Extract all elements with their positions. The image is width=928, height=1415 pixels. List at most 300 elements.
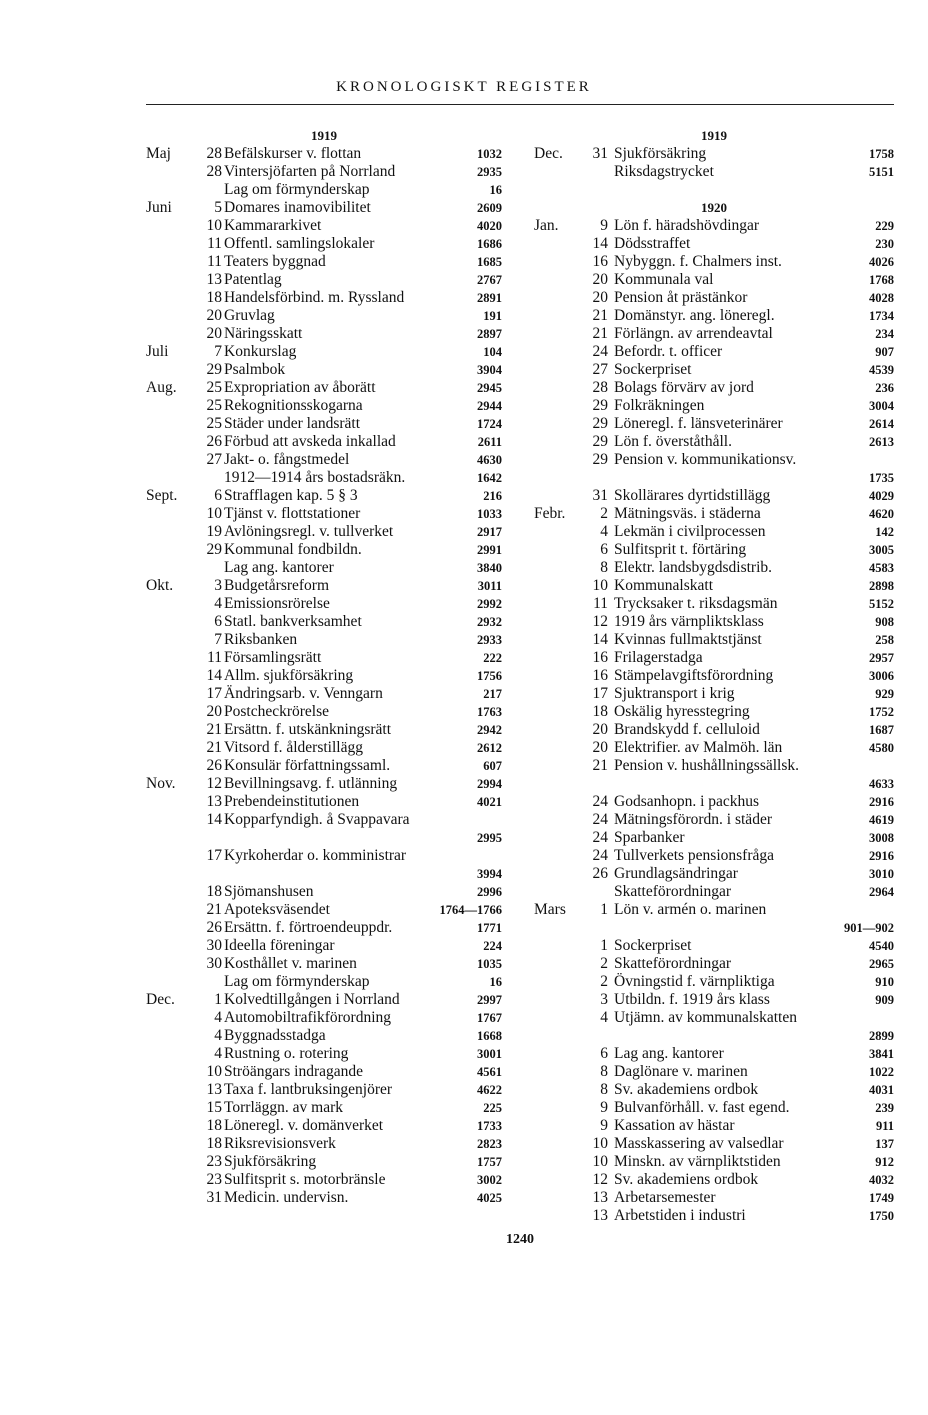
entry-day: 8 xyxy=(600,1081,608,1098)
register-entry xyxy=(146,199,502,217)
register-entry xyxy=(146,343,502,361)
register-entry xyxy=(534,847,894,865)
register-entry xyxy=(146,559,502,577)
entry-day: 2 xyxy=(600,955,608,972)
entry-title: Befälskurser v. flottan xyxy=(224,145,362,162)
entry-title: Församlingsrätt xyxy=(224,649,322,666)
entry-title: Taxa f. lantbruksingenjörer xyxy=(224,1081,393,1098)
register-entry xyxy=(146,793,502,811)
entry-day: 8 xyxy=(600,1063,608,1080)
register-entry xyxy=(146,217,502,235)
entry-title: Jakt- o. fångstmedel xyxy=(224,451,350,468)
entry-page-ref: 1642 xyxy=(477,471,502,485)
entry-page-ref: 4619 xyxy=(869,813,894,827)
entry-title: Nybyggn. f. Chalmers inst. xyxy=(614,253,782,270)
entry-title: Domares inamovibilitet xyxy=(224,199,371,216)
entry-page-ref: 191 xyxy=(483,309,502,323)
entry-page-ref: 1757 xyxy=(477,1155,502,1169)
register-entry xyxy=(534,379,894,397)
entry-page-ref: 2995 xyxy=(477,831,502,845)
entry-page-ref: 5151 xyxy=(869,165,894,179)
entry-page-ref: 4539 xyxy=(869,363,894,377)
entry-page-ref: 1035 xyxy=(477,957,502,971)
register-entry xyxy=(534,937,894,955)
entry-page-ref: 224 xyxy=(483,939,502,953)
entry-title: Kommunala val xyxy=(614,271,714,288)
entry-month: Juli xyxy=(146,343,169,360)
entry-page-ref: 3904 xyxy=(477,363,502,377)
entry-page-ref: 4020 xyxy=(477,219,502,233)
entry-title: Pension v. hushållningssällsk. xyxy=(614,757,800,774)
register-entry xyxy=(534,451,894,469)
register-entry xyxy=(146,1099,502,1117)
entry-page-ref: 3005 xyxy=(869,543,894,557)
entry-day: 14 xyxy=(206,667,222,684)
entry-title: Psalmbok xyxy=(224,361,286,378)
entry-title: Grundlagsändringar xyxy=(614,865,738,882)
entry-page-ref: 2992 xyxy=(477,597,502,611)
entry-month: Okt. xyxy=(146,577,174,594)
entry-day: 17 xyxy=(206,847,222,864)
page-header: KRONOLOGISKT REGISTER xyxy=(336,79,592,95)
entry-day: 14 xyxy=(206,811,222,828)
entry-page-ref: 2991 xyxy=(477,543,502,557)
register-entry xyxy=(146,397,502,415)
year-heading: 1919 xyxy=(701,128,727,143)
entry-title: Skatteförordningar xyxy=(614,883,732,900)
entry-title: Ersättn. f. förtroendeuppdr. xyxy=(224,919,393,936)
register-entry xyxy=(146,433,502,451)
entry-page-ref: 2609 xyxy=(477,201,502,215)
register-entry xyxy=(534,955,894,973)
entry-month: Sept. xyxy=(146,487,178,504)
register-entry xyxy=(146,811,502,829)
entry-page-ref: 16 xyxy=(489,183,502,197)
entry-page-ref: 2767 xyxy=(477,273,502,287)
entry-day: 20 xyxy=(592,721,608,738)
entry-title: Rustning o. rotering xyxy=(224,1045,349,1062)
entry-page-ref: 1687 xyxy=(869,723,894,737)
register-entry xyxy=(534,883,894,901)
entry-page-ref: 2965 xyxy=(869,957,894,971)
register-entry xyxy=(534,469,894,487)
entry-title: Löneregl. v. domänverket xyxy=(224,1117,384,1134)
entry-day: 29 xyxy=(592,433,608,450)
register-entry xyxy=(146,757,502,775)
entry-title: Tullverkets pensionsfråga xyxy=(614,847,775,864)
entry-day: 9 xyxy=(600,1099,608,1116)
entry-day: 25 xyxy=(206,379,222,396)
entry-page-ref: 1668 xyxy=(477,1029,502,1043)
entry-title: Sv. akademiens ordbok xyxy=(614,1171,759,1188)
entry-month: Aug. xyxy=(146,379,177,396)
register-entry xyxy=(534,1135,894,1153)
register-entry xyxy=(146,1081,502,1099)
entry-day: 20 xyxy=(206,307,222,324)
entry-page-ref: 4583 xyxy=(869,561,894,575)
entry-title: Teaters byggnad xyxy=(224,253,326,270)
register-entry xyxy=(534,739,894,757)
register-entry xyxy=(534,631,894,649)
register-entry xyxy=(534,397,894,415)
entry-title: Sjömanshusen xyxy=(224,883,314,900)
entry-day: 24 xyxy=(592,811,608,828)
entry-page-ref: 910 xyxy=(875,975,894,989)
entry-page-ref: 1764—1766 xyxy=(439,903,502,917)
entry-title: Gruvlag xyxy=(224,307,275,324)
entry-day: 14 xyxy=(592,631,608,648)
entry-page-ref: 1733 xyxy=(477,1119,502,1133)
register-entry xyxy=(146,1063,502,1081)
entry-page-ref: 2957 xyxy=(869,651,894,665)
entry-title: Expropriation av åborätt xyxy=(224,379,376,396)
entry-day: 7 xyxy=(214,343,222,360)
entry-day: 28 xyxy=(206,145,222,162)
entry-title: Apoteksväsendet xyxy=(224,901,330,918)
entry-title: Frilagerstadga xyxy=(614,649,703,666)
entry-page-ref: 2899 xyxy=(869,1029,894,1043)
entry-page-ref: 1752 xyxy=(869,705,894,719)
entry-title: Pension åt prästänkor xyxy=(614,289,748,306)
register-entry xyxy=(534,487,894,505)
entry-title: Lekmän i civilprocessen xyxy=(614,523,766,540)
register-entry xyxy=(534,505,894,523)
register-entry xyxy=(146,325,502,343)
entry-page-ref: 909 xyxy=(875,993,894,1007)
register-entry xyxy=(146,451,502,469)
entry-title: Utbildn. f. 1919 års klass xyxy=(614,991,770,1008)
register-entry xyxy=(146,271,502,289)
entry-month: Juni xyxy=(146,199,172,216)
register-entry xyxy=(534,1189,894,1207)
entry-page-ref: 1763 xyxy=(477,705,502,719)
entry-title: Löneregl. f. länsveterinärer xyxy=(614,415,783,432)
entry-day: 30 xyxy=(206,955,222,972)
entry-day: 20 xyxy=(592,289,608,306)
entry-page-ref: 2964 xyxy=(869,885,894,899)
entry-day: 16 xyxy=(592,253,608,270)
entry-day: 7 xyxy=(214,631,222,648)
entry-day: 24 xyxy=(592,343,608,360)
entry-title: Masskassering av valsedlar xyxy=(614,1135,784,1152)
entry-page-ref: 2933 xyxy=(477,633,502,647)
entry-page-ref: 3002 xyxy=(477,1173,502,1187)
register-entry xyxy=(534,613,894,631)
entry-day: 31 xyxy=(206,1189,222,1206)
entry-page-ref: 2944 xyxy=(477,399,502,413)
register-entry xyxy=(534,325,894,343)
entry-title: Folkräkningen xyxy=(614,397,705,414)
entry-month: Dec. xyxy=(534,145,563,162)
entry-page-ref: 2612 xyxy=(477,741,502,755)
entry-page-ref: 5152 xyxy=(869,597,894,611)
register-entry xyxy=(146,487,502,505)
entry-title: Sparbanker xyxy=(614,829,685,846)
entry-page-ref: 4026 xyxy=(869,255,894,269)
entry-title: Oskälig hyresstegring xyxy=(614,703,750,720)
entry-title: Kvinnas fullmaktstjänst xyxy=(614,631,762,648)
entry-page-ref: 4630 xyxy=(477,453,502,467)
entry-day: 26 xyxy=(206,433,222,450)
entry-day: 8 xyxy=(600,559,608,576)
entry-title: Sockerpriset xyxy=(614,361,692,378)
entry-day: 18 xyxy=(206,289,222,306)
register-entry xyxy=(534,865,894,883)
register-entry xyxy=(146,181,502,199)
entry-day: 21 xyxy=(206,721,222,738)
entry-title: Näringsskatt xyxy=(224,325,303,342)
entry-day: 10 xyxy=(206,1063,222,1080)
entry-day: 12 xyxy=(592,1171,608,1188)
register-entry xyxy=(146,1009,502,1027)
entry-month: Febr. xyxy=(534,505,566,522)
entry-page-ref: 4620 xyxy=(869,507,894,521)
entry-title: Vitsord f. ålderstillägg xyxy=(224,739,363,756)
entry-page-ref: 3011 xyxy=(477,579,502,593)
register-entry xyxy=(534,253,894,271)
entry-title: Avlöningsregl. v. tullverket xyxy=(224,523,394,540)
entry-title: Kolvedtillgången i Norrland xyxy=(224,991,400,1008)
register-entry xyxy=(534,919,894,937)
entry-title: Stämpelavgiftsförordning xyxy=(614,667,774,684)
entry-title: Bevillningsavg. f. utlänning xyxy=(224,775,398,792)
entry-page-ref: 4029 xyxy=(869,489,894,503)
entry-day: 25 xyxy=(206,415,222,432)
register-entry xyxy=(534,289,894,307)
register-entry xyxy=(146,307,502,325)
register-entry xyxy=(146,1189,502,1207)
entry-day: 21 xyxy=(206,901,222,918)
entry-day: 6 xyxy=(214,487,222,504)
entry-day: 18 xyxy=(592,703,608,720)
register-entry xyxy=(534,559,894,577)
entry-day: 25 xyxy=(206,397,222,414)
entry-title: Allm. sjukförsäkring xyxy=(224,667,354,684)
entry-page-ref: 901—902 xyxy=(844,921,894,935)
register-entry xyxy=(534,307,894,325)
register-entry xyxy=(146,721,502,739)
entry-title: Statl. bankverksamhet xyxy=(224,613,362,630)
register-entry xyxy=(146,1171,502,1189)
register-entry xyxy=(534,343,894,361)
entry-day: 6 xyxy=(214,613,222,630)
entry-page-ref: 929 xyxy=(875,687,894,701)
entry-day: 29 xyxy=(206,361,222,378)
entry-page-ref: 3994 xyxy=(477,867,502,881)
register-entry xyxy=(146,1117,502,1135)
entry-title: Minskn. av värnpliktstiden xyxy=(614,1153,781,1170)
entry-title: Budgetårsreform xyxy=(224,577,330,594)
entry-day: 9 xyxy=(600,1117,608,1134)
entry-page-ref: 2613 xyxy=(869,435,894,449)
entry-title: Riksbanken xyxy=(224,631,298,648)
entry-title: Automobiltrafikförordning xyxy=(224,1009,392,1026)
entry-page-ref: 4540 xyxy=(869,939,894,953)
entry-title: Lön f. överståthåll. xyxy=(614,433,732,450)
entry-day: 10 xyxy=(206,217,222,234)
entry-day: 28 xyxy=(592,379,608,396)
entry-day: 27 xyxy=(592,361,608,378)
entry-page-ref: 2823 xyxy=(477,1137,502,1151)
entry-page-ref: 2932 xyxy=(477,615,502,629)
register-entry xyxy=(146,379,502,397)
spacer-row xyxy=(534,181,894,199)
entry-page-ref: 1033 xyxy=(477,507,502,521)
entry-page-ref: 2611 xyxy=(477,435,502,449)
entry-page-ref: 239 xyxy=(875,1101,894,1115)
register-entry xyxy=(534,1171,894,1189)
entry-title: Arbetstiden i industri xyxy=(614,1207,746,1224)
register-entry xyxy=(146,685,502,703)
entry-day: 4 xyxy=(214,595,222,612)
entry-title: Förlängn. av arrendeavtal xyxy=(614,325,773,342)
entry-day: 31 xyxy=(592,145,608,162)
entry-day: 13 xyxy=(592,1189,608,1206)
entry-day: 26 xyxy=(592,865,608,882)
entry-title: 1912—1914 års bostadsräkn. xyxy=(224,469,406,486)
register-entry xyxy=(534,1117,894,1135)
entry-title: Brandskydd f. celluloid xyxy=(614,721,760,738)
left-column xyxy=(146,127,502,1207)
register-entry xyxy=(534,1099,894,1117)
register-entry xyxy=(146,505,502,523)
entry-title: Patentlag xyxy=(224,271,282,288)
entry-page-ref: 236 xyxy=(875,381,894,395)
entry-day: 4 xyxy=(600,1009,608,1026)
entry-page-ref: 1685 xyxy=(477,255,502,269)
register-entry xyxy=(534,829,894,847)
entry-month: Dec. xyxy=(146,991,175,1008)
register-entry xyxy=(534,433,894,451)
entry-page-ref: 2996 xyxy=(477,885,502,899)
entry-page-ref: 1735 xyxy=(869,471,894,485)
entry-day: 3 xyxy=(214,577,222,594)
entry-title: Rekognitionsskogarna xyxy=(224,397,363,414)
entry-day: 12 xyxy=(592,613,608,630)
entry-title: Offentl. samlingslokaler xyxy=(224,235,375,252)
entry-page-ref: 908 xyxy=(875,615,894,629)
entry-day: 27 xyxy=(206,451,222,468)
entry-page-ref: 2891 xyxy=(477,291,502,305)
register-entry xyxy=(534,361,894,379)
entry-title: Lag om förmynderskap xyxy=(224,973,370,990)
entry-title: Befordr. t. officer xyxy=(614,343,723,360)
entry-day: 13 xyxy=(206,271,222,288)
entry-title: Handelsförbind. m. Ryssland xyxy=(224,289,405,306)
entry-page-ref: 3840 xyxy=(477,561,502,575)
entry-day: 26 xyxy=(206,919,222,936)
entry-day: 18 xyxy=(206,1117,222,1134)
entry-day: 29 xyxy=(592,451,608,468)
entry-month: Nov. xyxy=(146,775,176,792)
register-entry xyxy=(534,541,894,559)
register-entry xyxy=(146,991,502,1009)
register-entry xyxy=(146,847,502,865)
entry-day: 20 xyxy=(206,703,222,720)
entry-day: 29 xyxy=(206,541,222,558)
register-entry xyxy=(534,793,894,811)
entry-title: Kopparfyndigh. å Svappavara xyxy=(224,811,410,828)
entry-page-ref: 2916 xyxy=(869,849,894,863)
register-entry xyxy=(146,1135,502,1153)
entry-day: 30 xyxy=(206,937,222,954)
entry-page-ref: 3841 xyxy=(869,1047,894,1061)
register-entry xyxy=(534,973,894,991)
entry-title: Lag ang. kantorer xyxy=(224,559,334,576)
entry-page-ref: 607 xyxy=(483,759,502,773)
register-entry xyxy=(534,595,894,613)
register-entry xyxy=(534,757,894,775)
entry-title: Sulfitsprit t. förtäring xyxy=(614,541,747,558)
register-entry xyxy=(146,955,502,973)
entry-day: 13 xyxy=(206,793,222,810)
entry-day: 6 xyxy=(600,541,608,558)
right-column xyxy=(534,127,894,1225)
entry-title: Kammararkivet xyxy=(224,217,322,234)
entry-day: 4 xyxy=(214,1045,222,1062)
entry-day: 28 xyxy=(206,163,222,180)
entry-title: Lön f. häradshövdingar xyxy=(614,217,760,234)
entry-title: Ändringsarb. v. Venngarn xyxy=(224,685,383,702)
entry-day: 16 xyxy=(592,649,608,666)
entry-page-ref: 1750 xyxy=(869,1209,894,1223)
entry-title: Sjuktransport i krig xyxy=(614,685,735,702)
register-entry xyxy=(534,1027,894,1045)
entry-day: 4 xyxy=(214,1027,222,1044)
entry-day: 18 xyxy=(206,883,222,900)
entry-page-ref: 225 xyxy=(483,1101,502,1115)
register-entry xyxy=(146,469,502,487)
entry-page-ref: 2935 xyxy=(477,165,502,179)
entry-day: 21 xyxy=(592,307,608,324)
year-heading: 1919 xyxy=(311,128,337,143)
register-entry xyxy=(534,1153,894,1171)
entry-title: Kommunalskatt xyxy=(614,577,714,594)
entry-page-ref: 4580 xyxy=(869,741,894,755)
entry-title: Ideella föreningar xyxy=(224,937,335,954)
entry-title: Bulvanförhåll. v. fast egend. xyxy=(614,1099,790,1116)
entry-title: Daglönare v. marinen xyxy=(614,1063,748,1080)
entry-page-ref: 230 xyxy=(875,237,894,251)
entry-day: 24 xyxy=(592,847,608,864)
register-entry xyxy=(146,631,502,649)
entry-page-ref: 2994 xyxy=(477,777,502,791)
register-entry xyxy=(146,883,502,901)
register-entry xyxy=(534,523,894,541)
entry-title: Kommunal fondbildn. xyxy=(224,541,362,558)
entry-title: Förbud att avskeda inkallad xyxy=(224,433,396,450)
entry-day: 11 xyxy=(207,235,222,252)
register-entry xyxy=(146,361,502,379)
register-entry xyxy=(146,145,502,163)
register-entry xyxy=(146,865,502,883)
entry-page-ref: 2942 xyxy=(477,723,502,737)
entry-day: 12 xyxy=(206,775,222,792)
register-entry xyxy=(534,649,894,667)
entry-title: Sjukförsäkring xyxy=(614,145,707,162)
entry-day: 14 xyxy=(592,235,608,252)
entry-title: Sulfitsprit s. motorbränsle xyxy=(224,1171,386,1188)
register-entry xyxy=(534,1081,894,1099)
entry-page-ref: 1686 xyxy=(477,237,502,251)
entry-title: Elektr. landsbygdsdistrib. xyxy=(614,559,773,576)
register-entry xyxy=(534,217,894,235)
register-entry xyxy=(146,829,502,847)
entry-title: Bolags förvärv av jord xyxy=(614,379,754,396)
entry-day: 20 xyxy=(206,325,222,342)
entry-title: Städer under landsrätt xyxy=(224,415,361,432)
register-entry xyxy=(534,415,894,433)
